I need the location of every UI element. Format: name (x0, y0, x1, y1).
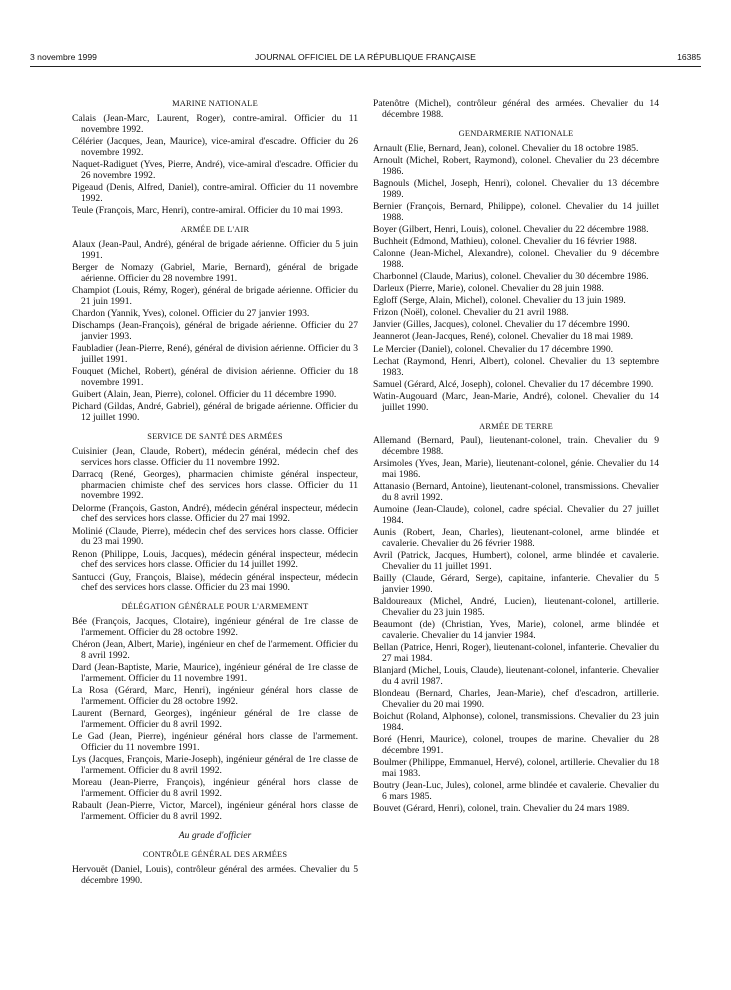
honor-entry: Champiot (Louis, Rémy, Roger), général de brigade aérienne. Officier du 21 juin 1991. (72, 284, 358, 307)
honor-entry: Calonne (Jean-Michel, Alexandre), colonel. Chevalier du 9 décembre 1988. (373, 248, 659, 270)
honor-entry: Jeannerot (Jean-Jacques, René), colonel. Chevalier du 18 mai 1989. (373, 331, 634, 343)
honor-entry: Pichard (Gildas, André, Gabriel), général de brigade aérienne. Officier du 12 juillet 1990. (72, 400, 358, 423)
honor-entry: Egloff (Serge, Alain, Michel), colonel. Chevalier du 13 juin 1989. (373, 295, 626, 307)
honor-entry: Samuel (Gérard, Alcé, Joseph), colonel. Chevalier du 17 décembre 1990. (373, 378, 654, 390)
honor-entry: Boulmer (Philippe, Emmanuel, Hervé), colonel, artillerie. Chevalier du 18 mai 1983. (373, 757, 659, 780)
honor-entry: Bellan (Patrice, Henri, Roger), lieutenant-colonel, infanterie. Chevalier du 27 mai 1984. (373, 642, 659, 665)
honor-entry: Renon (Philippe, Louis, Jacques), médecin général inspecteur, médecin chef des services hors classe. Officier du 14 juillet 1992. (72, 548, 358, 571)
section-heading: CONTRÔLE GÉNÉRAL DES ARMÉES (142, 849, 288, 859)
honor-entry: Hervouët (Daniel, Louis), contrôleur général des armées. Chevalier du 5 décembre 1990. (72, 863, 358, 886)
honor-entry: Boyer (Gilbert, Henri, Louis), colonel. Chevalier du 22 décembre 1988. (373, 223, 649, 235)
honor-entry: Moreau (Jean-Pierre, François), ingénieur général hors classe de l'armement. Officier du 8 avril 1992. (72, 777, 358, 800)
honor-entry: Blanjard (Michel, Louis, Claude), lieutenant-colonel, infanterie. Chevalier du 4 avril 1987. (373, 665, 659, 688)
honor-entry: Chardon (Yannik, Yves), colonel. Officier du 27 janvier 1993. (72, 307, 310, 319)
header-title: JOURNAL OFFICIEL DE LA RÉPUBLIQUE FRANÇAISE (255, 52, 476, 62)
honor-entry: Arnault (Elie, Bernard, Jean), colonel. Chevalier du 18 octobre 1985. (373, 142, 639, 154)
honor-entry: Pigeaud (Denis, Alfred, Daniel), contre-amiral. Officier du 11 novembre 1992. (72, 181, 358, 204)
honor-entry: Watin-Augouard (Marc, Jean-Marie, André), colonel. Chevalier du 14 juillet 1990. (373, 390, 659, 413)
honor-entry: Chéron (Jean, Albert, Marie), ingénieur en chef de l'armement. Officier du 8 avril 1992. (72, 639, 358, 662)
right-column (373, 99, 659, 817)
honor-entry: Buchheit (Edmond, Mathieu), colonel. Chevalier du 16 février 1988. (373, 235, 637, 247)
honor-entry: Darracq (René, Georges), pharmacien chimiste général inspecteur, pharmacien chimiste chef des services hors classe. Officier du 11 novembre 1992. (72, 468, 358, 502)
honor-entry: Bouvet (Gérard, Henri), colonel, train. Chevalier du 24 mars 1989. (373, 803, 630, 815)
honor-entry: Fouquet (Michel, Robert), général de division aérienne. Officier du 18 novembre 1991. (72, 365, 358, 388)
honor-entry: Janvier (Gilles, Jacques), colonel. Chevalier du 17 décembre 1990. (373, 319, 630, 331)
honor-entry: Charbonnel (Claude, Marius), colonel. Chevalier du 30 décembre 1986. (373, 271, 649, 282)
honor-entry: Le Gad (Jean, Pierre), ingénieur général hors classe de l'armement. Officier du 11 novembre 1991. (72, 731, 358, 754)
honor-entry: Lys (Jacques, François, Marie-Joseph), ingénieur général de 1re classe de l'armement. Officier du 8 avril 1992. (72, 754, 358, 777)
honor-entry: Bernier (François, Bernard, Philippe), colonel. Chevalier du 14 juillet 1988. (373, 200, 659, 223)
honor-entry: Arnoult (Michel, Robert, Raymond), colonel. Chevalier du 23 décembre 1986. (373, 154, 659, 177)
honor-entry: Aumoine (Jean-Claude), colonel, cadre spécial. Chevalier du 27 juillet 1984. (373, 504, 659, 527)
honor-entry: Baldoureaux (Michel, André, Lucien), lieutenant-colonel, artillerie. Chevalier du 23 juin 1985. (373, 596, 659, 619)
honor-entry: La Rosa (Gérard, Marc, Henri), ingénieur général hors classe de l'armement. Officier du 28 octobre 1992. (72, 685, 358, 708)
honor-entry: Guibert (Alain, Jean, Pierre), colonel. Officier du 11 décembre 1990. (72, 388, 337, 400)
honor-entry: Boré (Henri, Maurice), colonel, troupes de marine. Chevalier du 28 décembre 1991. (373, 734, 659, 757)
honor-entry: Lechat (Raymond, Henri, Albert), colonel. Chevalier du 13 septembre 1983. (373, 355, 659, 378)
header-date: 3 novembre 1999 (30, 52, 97, 62)
section-heading: SERVICE DE SANTÉ DES ARMÉES (147, 431, 283, 441)
honor-entry: Delorme (François, Gaston, André), médecin général inspecteur, médecin chef des services hors classe. Officier du 27 mai 1992. (72, 502, 358, 525)
honor-entry: Dischamps (Jean-François), général de brigade aérienne. Officier du 27 janvier 1993. (72, 319, 358, 342)
honor-entry: Laurent (Bernard, Georges), ingénieur général de 1re classe de l'armement. Officier du 8 avril 1992. (72, 708, 358, 731)
page-header (30, 52, 701, 66)
section-heading: ARMÉE DE L'AIR (180, 224, 250, 234)
honor-entry: Allemand (Bernard, Paul), lieutenant-colonel, train. Chevalier du 9 décembre 1988. (373, 435, 659, 458)
honor-entry: Célérier (Jacques, Jean, Maurice), vice-amiral d'escadre. Officier du 26 novembre 1992. (72, 135, 358, 158)
section-heading: GENDARMERIE NATIONALE (458, 128, 574, 138)
honor-entry: Darleux (Pierre, Marie), colonel. Chevalier du 28 juin 1988. (373, 283, 604, 295)
honor-entry: Blondeau (Bernard, Charles, Jean-Marie), chef d'escadron, artillerie. Chevalier du 20 mai 1990. (373, 688, 659, 711)
honor-entry: Bée (François, Jacques, Clotaire), ingénieur général de 1re classe de l'armement. Officier du 28 octobre 1992. (72, 616, 358, 639)
honor-entry: Le Mercier (Daniel), colonel. Chevalier du 17 décembre 1990. (373, 343, 614, 355)
honor-entry: Faubladier (Jean-Pierre, René), général de division aérienne. Officier du 3 juillet 1991. (72, 342, 358, 365)
honor-entry: Avril (Patrick, Jacques, Humbert), colonel, arme blindée et cavalerie. Chevalier du 11 juillet 1991. (373, 550, 659, 573)
honor-entry: Naquet-Radiguet (Yves, Pierre, André), vice-amiral d'escadre. Officier du 26 novembre 1992. (72, 158, 358, 181)
honor-entry: Berger de Nomazy (Gabriel, Marie, Bernard), général de brigade aérienne. Officier du 28 novembre 1991. (72, 261, 358, 284)
honor-entry: Cuisinier (Jean, Claude, Robert), médecin général, médecin chef des services hors classe. Officier du 11 novembre 1992. (72, 445, 358, 468)
honor-entry: Molinié (Claude, Pierre), médecin chef des services hors classe. Officier du 23 mai 1990. (72, 525, 358, 548)
honor-entry: Teule (François, Marc, Henri), contre-amiral. Officier du 10 mai 1993. (72, 204, 343, 216)
grade-heading: Au grade d'officier (178, 830, 252, 842)
section-heading: MARINE NATIONALE (172, 99, 258, 108)
honor-entry: Bailly (Claude, Gérard, Serge), capitaine, infanterie. Chevalier du 5 janvier 1990. (373, 573, 659, 596)
section-heading: DÉLÉGATION GÉNÉRALE POUR L'ARMEMENT (121, 602, 309, 612)
honor-entry: Aunis (Robert, Jean, Charles), lieutenant-colonel, arme blindée et cavalerie. Chevalier du 26 février 1988. (373, 527, 659, 550)
honor-entry: Boutry (Jean-Luc, Jules), colonel, arme blindée et cavalerie. Chevalier du 6 mars 1985. (373, 780, 659, 803)
honor-entry: Patenôtre (Michel), contrôleur général des armées. Chevalier du 14 décembre 1988. (373, 98, 659, 120)
honor-entry: Alaux (Jean-Paul, André), général de brigade aérienne. Officier du 5 juin 1991. (72, 238, 358, 261)
header-page-number: 16385 (677, 52, 701, 62)
honor-entry: Santucci (Guy, François, Blaise), médecin général inspecteur, médecin chef des services hors classe. Officier du 23 mai 1990. (72, 571, 358, 594)
honor-entry: Rabault (Jean-Pierre, Victor, Marcel), ingénieur général hors classe de l'armement. Officier du 8 avril 1992. (72, 800, 358, 823)
honor-entry: Attanasio (Bernard, Antoine), lieutenant-colonel, transmissions. Chevalier du 8 avril 1992. (373, 481, 659, 504)
honor-entry: Beaumont (de) (Christian, Yves, Marie), colonel, arme blindée et cavalerie. Chevalier du 14 janvier 1984. (373, 619, 659, 642)
left-column (72, 99, 358, 888)
section-heading: ARMÉE DE TERRE (479, 421, 553, 431)
honor-entry: Calais (Jean-Marc, Laurent, Roger), contre-amiral. Officier du 11 novembre 1992. (72, 112, 358, 135)
honor-entry: Bagnouls (Michel, Joseph, Henri), colonel. Chevalier du 13 décembre 1989. (373, 177, 659, 200)
honor-entry: Dard (Jean-Baptiste, Marie, Maurice), ingénieur général de 1re classe de l'armement. Officier du 11 novembre 1991. (72, 662, 358, 685)
honor-entry: Frizon (Noël), colonel. Chevalier du 21 avril 1988. (373, 307, 569, 319)
header-rule (30, 66, 701, 67)
honor-entry: Boichut (Roland, Alphonse), colonel, transmissions. Chevalier du 23 juin 1984. (373, 711, 659, 734)
honor-entry: Arsimoles (Yves, Jean, Marie), lieutenant-colonel, génie. Chevalier du 14 mai 1986. (373, 458, 659, 481)
